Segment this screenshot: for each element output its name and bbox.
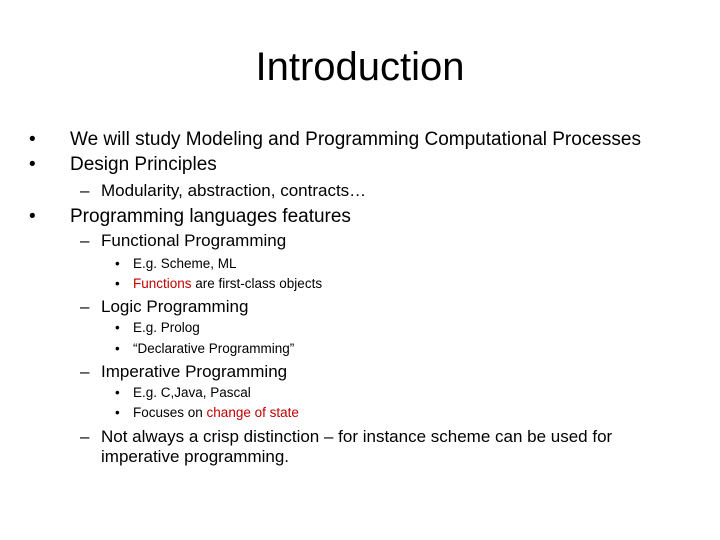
sub-functional-programming: Functional Programming xyxy=(101,231,287,250)
bullet-icon: • xyxy=(115,256,120,271)
functions-highlight: Functions xyxy=(133,276,192,291)
bullet-study: We will study Modeling and Programming Computational Processes xyxy=(70,129,641,150)
slide-title: Introduction xyxy=(255,45,465,89)
bullet-icon: • xyxy=(29,154,36,175)
bullet-icon: • xyxy=(29,129,36,150)
bullet-design-principles: Design Principles xyxy=(70,154,217,175)
sub-sub-imperative-example: E.g. C,Java, Pascal xyxy=(133,385,251,400)
functions-rest-text: are first-class objects xyxy=(191,276,323,291)
dash-icon: – xyxy=(80,231,90,250)
sub-sub-functions-first-class xyxy=(133,275,322,293)
sub-sub-logic-example: E.g. Prolog xyxy=(133,320,200,335)
bullet-icon: • xyxy=(115,320,120,335)
dash-icon: – xyxy=(80,362,90,381)
bullet-icon: • xyxy=(115,341,120,356)
sub-imperative-programming: Imperative Programming xyxy=(101,362,288,381)
bullet-icon: • xyxy=(115,405,120,420)
sub-sub-change-of-state xyxy=(133,404,299,422)
focuses-prefix-text: Focuses on xyxy=(133,405,207,420)
sub-sub-declarative: “Declarative Programming” xyxy=(133,341,295,356)
bullet-icon: • xyxy=(115,385,120,400)
sub-modularity: Modularity, abstraction, contracts… xyxy=(101,181,367,200)
bullet-icon: • xyxy=(29,206,36,227)
change-of-state-highlight: change of state xyxy=(206,405,299,420)
dash-icon: – xyxy=(80,181,90,200)
sub-not-always-line-1: Not always a crisp distinction – for instance scheme can be used for xyxy=(101,427,613,446)
dash-icon: – xyxy=(80,297,90,316)
dash-icon: – xyxy=(80,427,90,446)
bullet-language-features: Programming languages features xyxy=(70,206,351,227)
sub-sub-functional-example: E.g. Scheme, ML xyxy=(133,256,237,271)
sub-logic-programming: Logic Programming xyxy=(101,297,249,316)
sub-not-always-line-2: imperative programming. xyxy=(101,447,290,466)
bullet-icon: • xyxy=(115,276,120,291)
